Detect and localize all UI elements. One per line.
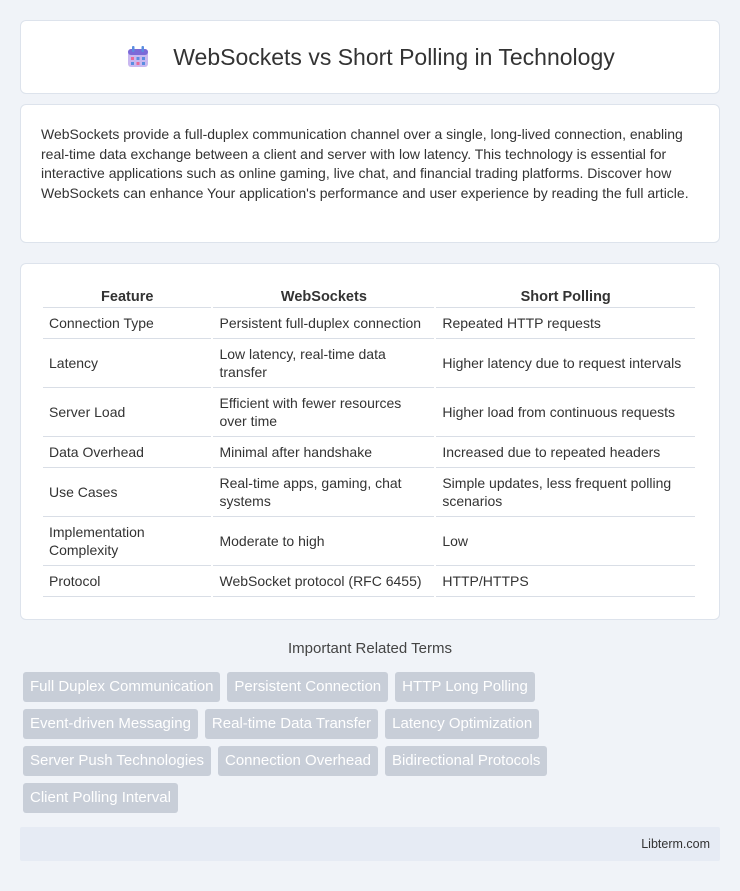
related-term-tag[interactable]: Persistent Connection bbox=[227, 672, 388, 702]
table-cell: Low latency, real-time data transfer bbox=[213, 339, 434, 388]
page-title: WebSockets vs Short Polling in Technology bbox=[173, 43, 615, 70]
table-cell: HTTP/HTTPS bbox=[436, 566, 695, 597]
table-cell: Higher load from continuous requests bbox=[436, 388, 695, 437]
table-cell: Moderate to high bbox=[213, 517, 434, 566]
footer-site-link[interactable]: Libterm.com bbox=[641, 837, 710, 851]
table-cell: Low bbox=[436, 517, 695, 566]
related-term-tag[interactable]: Server Push Technologies bbox=[23, 746, 211, 776]
table-row bbox=[43, 339, 695, 388]
table-row bbox=[43, 388, 695, 437]
table-cell: Efficient with fewer resources over time bbox=[213, 388, 434, 437]
header-websockets: WebSockets bbox=[213, 284, 434, 308]
table-cell: WebSocket protocol (RFC 6455) bbox=[213, 566, 434, 597]
table-cell: Connection Type bbox=[43, 308, 211, 339]
table-cell: Persistent full-duplex connection bbox=[213, 308, 434, 339]
table-cell: Data Overhead bbox=[43, 437, 211, 468]
comparison-table-card bbox=[20, 263, 720, 620]
table-cell: Increased due to repeated headers bbox=[436, 437, 695, 468]
table-row bbox=[43, 517, 695, 566]
table-cell: Repeated HTTP requests bbox=[436, 308, 695, 339]
table-row bbox=[43, 468, 695, 517]
related-term-tag[interactable]: HTTP Long Polling bbox=[395, 672, 535, 702]
header-feature: Feature bbox=[43, 284, 211, 308]
related-term-tag[interactable]: Full Duplex Communication bbox=[23, 672, 220, 702]
table-cell: Latency bbox=[43, 339, 211, 388]
related-term-tag[interactable]: Bidirectional Protocols bbox=[385, 746, 547, 776]
related-term-tag[interactable]: Real-time Data Transfer bbox=[205, 709, 378, 739]
table-cell: Server Load bbox=[43, 388, 211, 437]
table-row bbox=[43, 308, 695, 339]
comparison-table bbox=[41, 284, 697, 597]
table-cell: Minimal after handshake bbox=[213, 437, 434, 468]
footer bbox=[20, 827, 720, 861]
related-terms-list bbox=[23, 672, 623, 820]
table-cell: Higher latency due to request intervals bbox=[436, 339, 695, 388]
table-row bbox=[43, 437, 695, 468]
related-term-tag[interactable]: Connection Overhead bbox=[218, 746, 378, 776]
related-term-tag[interactable]: Client Polling Interval bbox=[23, 783, 178, 813]
table-cell: Simple updates, less frequent polling scenarios bbox=[436, 468, 695, 517]
table-cell: Implementation Complexity bbox=[43, 517, 211, 566]
intro-card bbox=[20, 104, 720, 243]
related-terms-title: Important Related Terms bbox=[288, 640, 452, 657]
table-header-row bbox=[43, 284, 695, 308]
table-cell: Protocol bbox=[43, 566, 211, 597]
header-card bbox=[20, 20, 720, 94]
header-short-polling: Short Polling bbox=[436, 284, 695, 308]
table-row bbox=[43, 566, 695, 597]
table-cell: Real-time apps, gaming, chat systems bbox=[213, 468, 434, 517]
related-term-tag[interactable]: Event-driven Messaging bbox=[23, 709, 198, 739]
related-term-tag[interactable]: Latency Optimization bbox=[385, 709, 539, 739]
table-cell: Use Cases bbox=[43, 468, 211, 517]
intro-text: WebSockets provide a full-duplex communication channel over a single, long-lived connection, enabling real-time data exchange between a client and server with low latency. This technology is essential for interactive applications such as online gaming, live chat, and financial trading platforms. Discover how WebSockets can enhance Your application's performance and user experience by reading the full article. bbox=[41, 126, 689, 201]
calendar-icon bbox=[125, 44, 151, 70]
